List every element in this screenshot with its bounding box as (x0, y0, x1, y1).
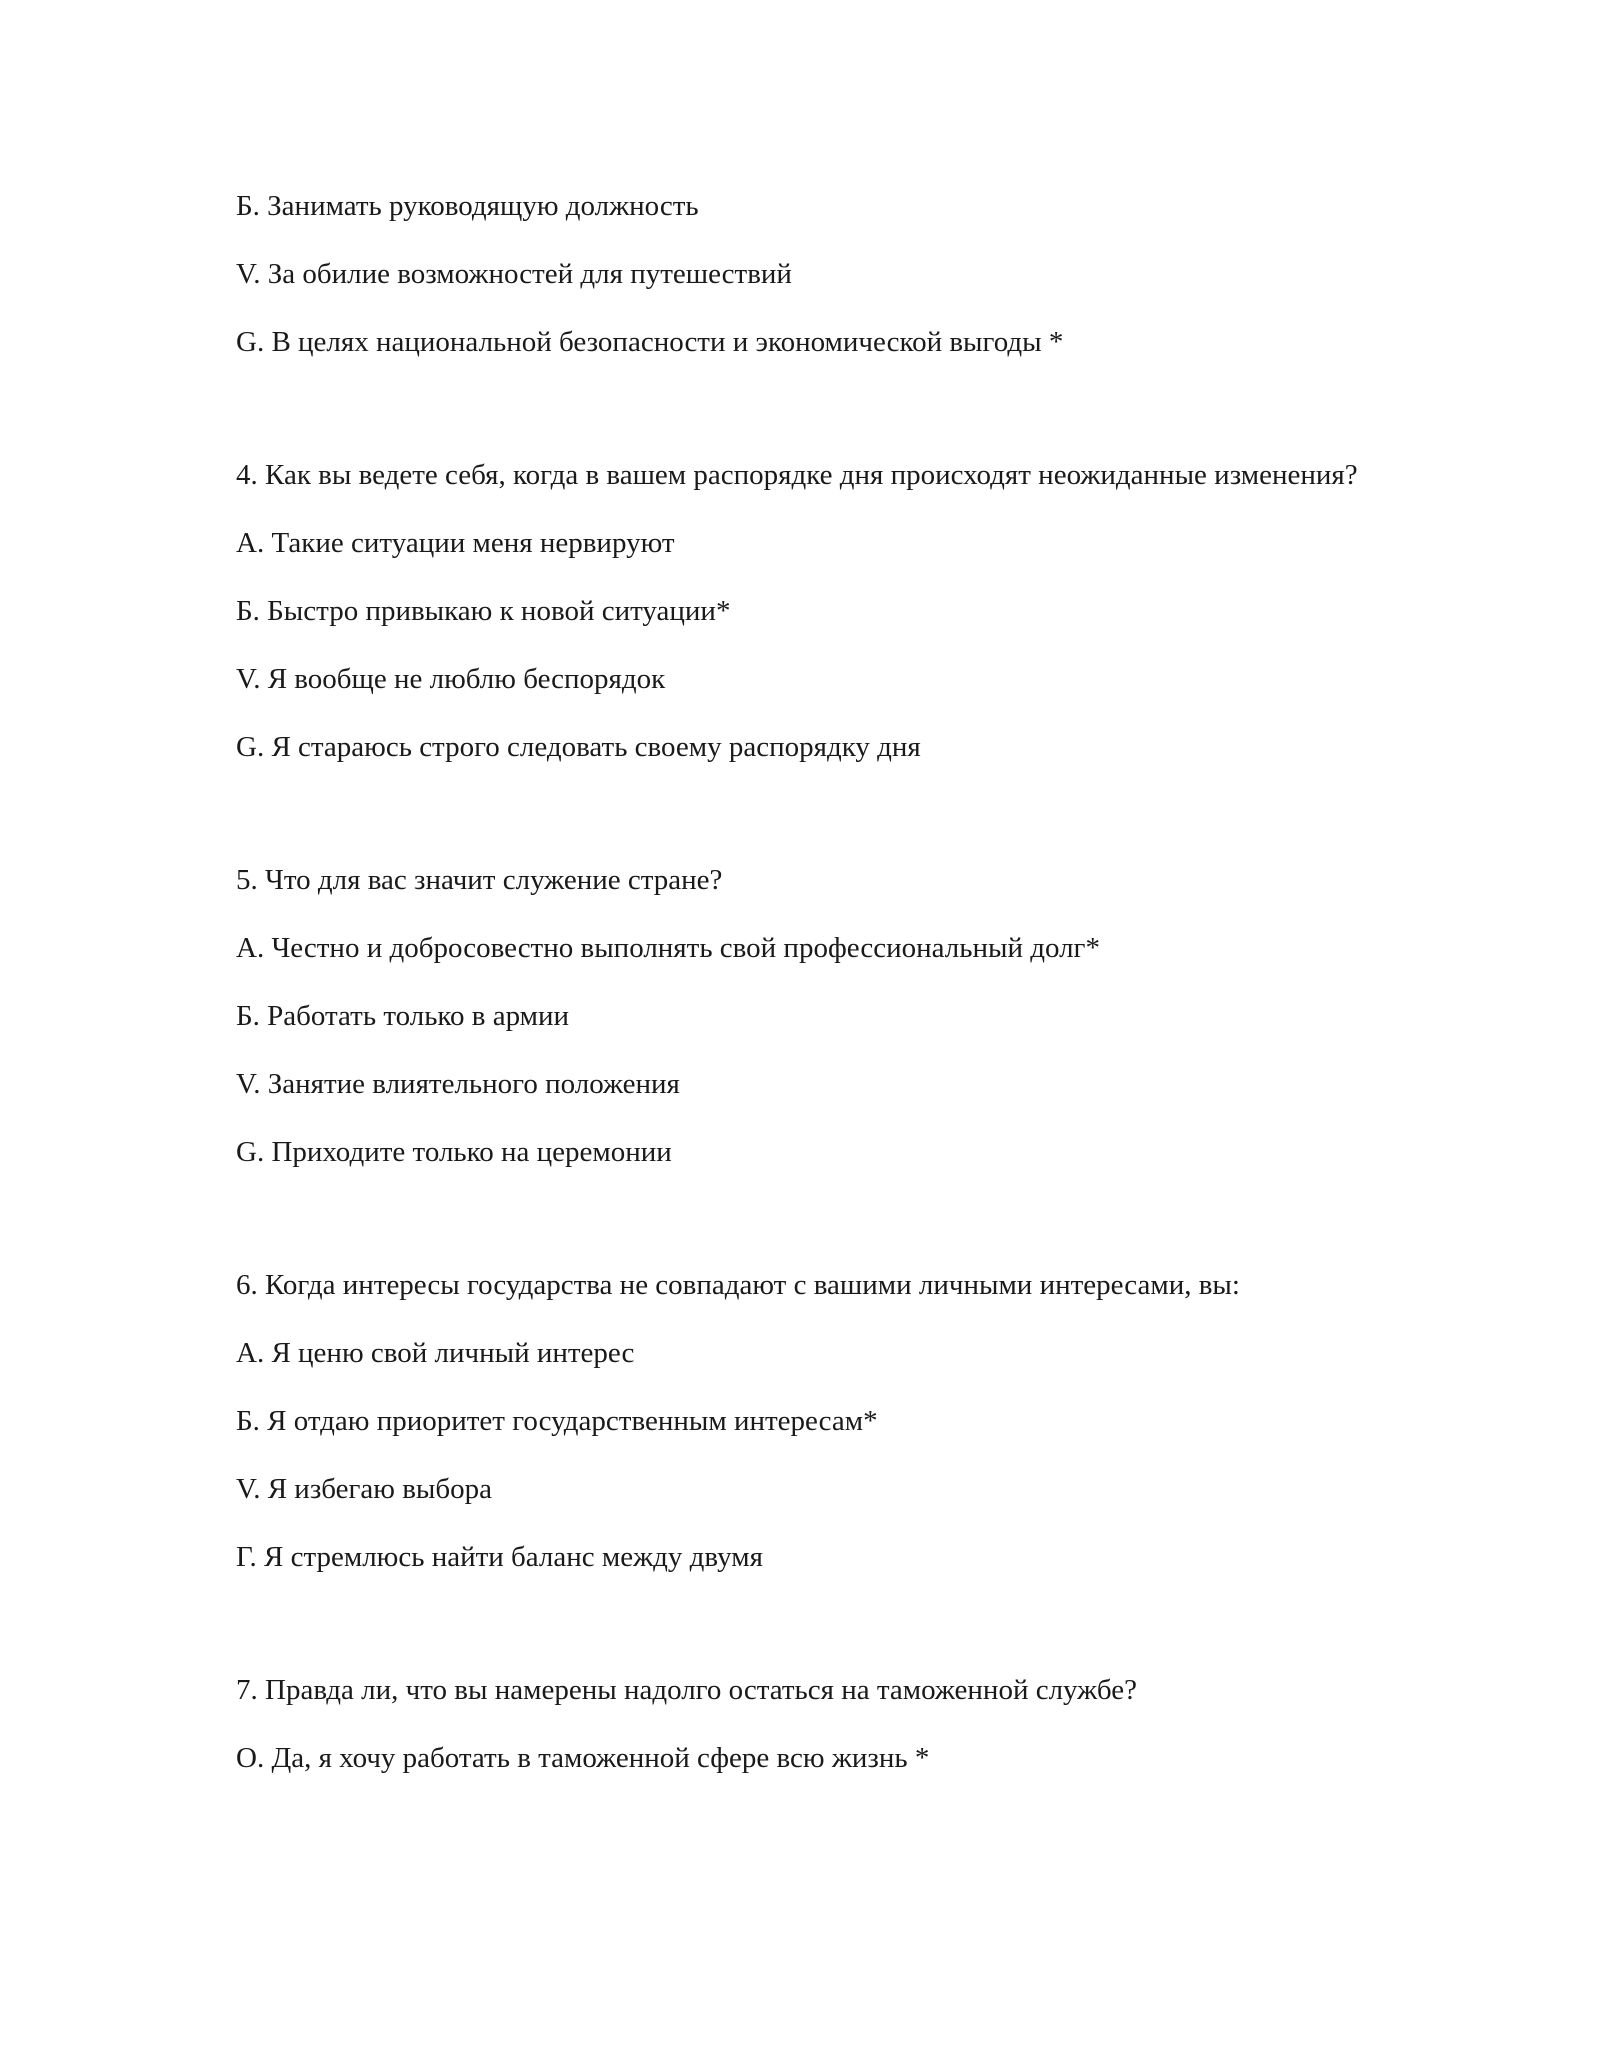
answer-option: А. Честно и добросовестно выполнять свой профессиональный долг* (236, 932, 1100, 964)
question-text: 7. Правда ли, что вы намерены надолго остаться на таможенной службе? (236, 1674, 1137, 1706)
answer-option: А. Такие ситуации меня нервируют (236, 527, 675, 559)
answer-option: Б. Быстро привыкаю к новой ситуации* (236, 595, 731, 627)
answer-option: V. Занятие влиятельного положения (236, 1068, 680, 1100)
spacer (236, 1605, 1386, 1670)
answer-option: V. За обилие возможностей для путешествий (236, 258, 792, 290)
answer-option: Г. Я стремлюсь найти баланс между двумя (236, 1541, 763, 1573)
question-block-7 (236, 1670, 1386, 1779)
question-block-5 (236, 860, 1386, 1173)
spacer (236, 795, 1386, 860)
question-text: 4. Как вы ведете себя, когда в вашем распорядке дня происходят неожиданные изменения? (236, 459, 1358, 491)
document-page (236, 186, 1386, 1806)
answer-option: О. Да, я хочу работать в таможенной сфере всю жизнь * (236, 1742, 930, 1774)
answer-option: V. Я избегаю выбора (236, 1473, 493, 1505)
answer-option: G. Я стараюсь строго следовать своему распорядку дня (236, 731, 921, 763)
question-block-4 (236, 455, 1386, 768)
answer-option: Б. Работать только в армии (236, 1000, 570, 1032)
answer-option: А. Я ценю свой личный интерес (236, 1337, 635, 1369)
question-text: 5. Что для вас значит служение стране? (236, 864, 723, 896)
question-block-6 (236, 1265, 1386, 1578)
answer-option: Б. Я отдаю приоритет государственным интересам* (236, 1405, 878, 1437)
answer-option: G. В целях национальной безопасности и экономической выгоды * (236, 326, 1064, 358)
answer-option: Б. Занимать руководящую должность (236, 190, 699, 222)
spacer (236, 1200, 1386, 1265)
spacer (236, 390, 1386, 455)
answer-option: G. Приходите только на церемонии (236, 1136, 672, 1168)
question-block-3-options (236, 186, 1386, 363)
answer-option: V. Я вообще не люблю беспорядок (236, 663, 666, 695)
question-text: 6. Когда интересы государства не совпадают с вашими личными интересами, вы: (236, 1269, 1240, 1301)
